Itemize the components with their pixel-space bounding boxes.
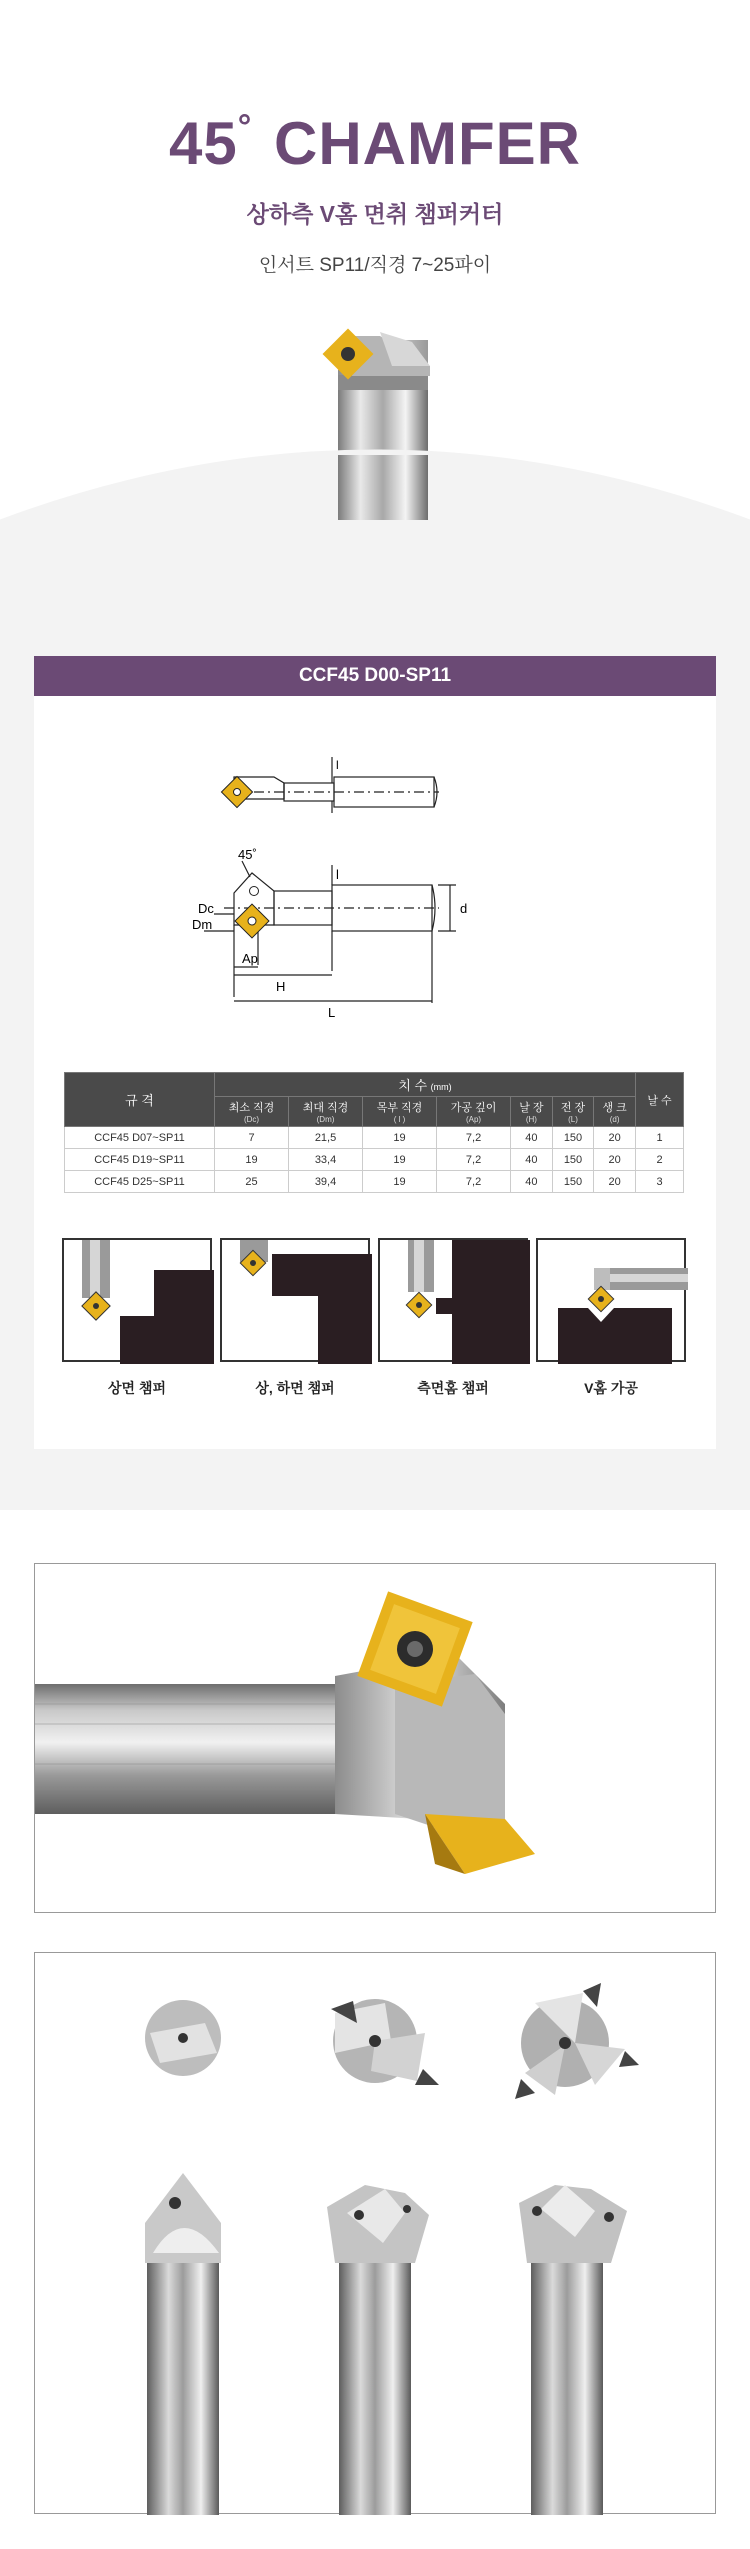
col-d: 생 크 (d) [594, 1097, 636, 1127]
svg-text:l: l [336, 867, 339, 882]
table-row: CCF45 D07~SP11 7 21,5 19 7,2 40 150 20 1 [65, 1127, 684, 1149]
svg-text:d: d [460, 901, 468, 916]
svg-text:l: l [336, 758, 339, 772]
use-label: 상면 챔퍼 [108, 1380, 166, 1396]
col-dims: 치 수 (mm) [215, 1073, 636, 1097]
hero-title: 45° CHAMFER [168, 108, 581, 177]
col-len: 전 장 (L) [552, 1097, 594, 1127]
svg-text:45˚: 45˚ [238, 847, 257, 862]
hero-section [0, 0, 750, 600]
svg-text:Ap: Ap [242, 951, 258, 966]
use-label: 측면홈 챔퍼 [417, 1380, 489, 1396]
spec-table [64, 1072, 684, 1193]
product-photo-closeup [34, 1563, 716, 1913]
use-label: V홈 가공 [584, 1380, 638, 1396]
product-photo-variants [34, 1952, 716, 2514]
hero-tool-image [0, 0, 750, 600]
spec-card [34, 656, 716, 1449]
use-label: 상, 하면 챔퍼 [255, 1380, 335, 1396]
col-flutes: 날 수 [636, 1073, 684, 1127]
col-dc: 최소 직경 (Dc) [215, 1097, 289, 1127]
hero-description: 인서트 SP11/직경 7~25파이 [258, 255, 492, 276]
top-bottom-chamfer-diagram [220, 1238, 370, 1362]
svg-text:Dc: Dc [198, 901, 214, 916]
svg-text:H: H [276, 979, 286, 994]
col-l: 목부 직경 ( l ) [363, 1097, 437, 1127]
hero-subtitle: 상하측 V홈 면취 챔퍼커터 [246, 201, 504, 227]
applications [62, 1238, 692, 1398]
col-spec: 규 격 [65, 1073, 215, 1127]
spec-header: CCF45 D00-SP11 [34, 656, 716, 696]
table-row: CCF45 D19~SP11 19 33,4 19 7,2 40 150 20 2 [65, 1149, 684, 1171]
col-h: 날 장 (H) [511, 1097, 553, 1127]
top-chamfer-diagram [62, 1238, 212, 1362]
technical-drawing [192, 741, 554, 1081]
svg-text:Dm: Dm [192, 917, 213, 932]
v-groove-diagram [536, 1238, 686, 1362]
col-dm: 최대 직경 (Dm) [289, 1097, 363, 1127]
table-row: CCF45 D25~SP11 25 39,4 19 7,2 40 150 20 3 [65, 1171, 684, 1193]
col-ap: 가공 깊이 (Ap) [437, 1097, 511, 1127]
svg-text:L: L [328, 1005, 336, 1020]
side-groove-chamfer-diagram [378, 1238, 528, 1362]
